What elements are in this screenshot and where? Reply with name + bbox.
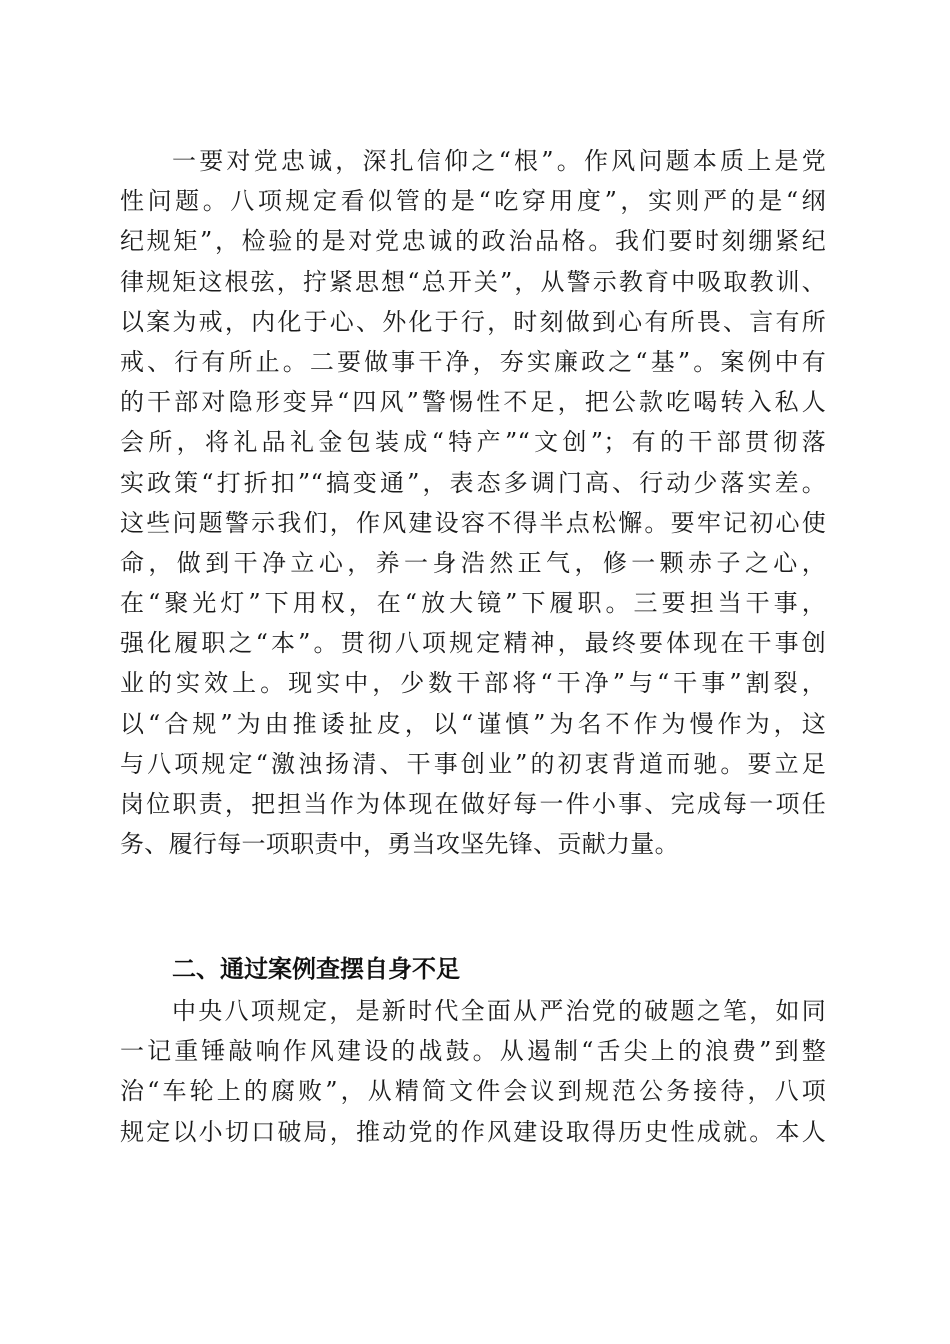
paragraph-line: 以案为戒，内化于心、外化于行，时刻做到心有所畏、言有所 <box>120 307 826 336</box>
paragraph-line: 在“聚光灯”下用权，在“放大镜”下履职。三要担当干事， <box>120 589 826 618</box>
paragraph-line: 岗位职责，把担当作为体现在做好每一件小事、完成每一项任 <box>120 790 826 818</box>
paragraph-1 <box>120 141 826 864</box>
paragraph-line: 一要对党忠诚，深扎信仰之“根”。作风问题本质上是党 <box>172 147 826 175</box>
paragraph-line: 会所，将礼品礼金包装成“特产”“文创”；有的干部贯彻落 <box>120 428 826 457</box>
paragraph-line: 戒、行有所止。二要做事干净，夯实廉政之“基”。案例中有 <box>120 347 826 376</box>
paragraph-line: 务、履行每一项职责中，勇当攻坚先锋、贡献力量。 <box>120 830 679 859</box>
paragraph-line: 以“合规”为由推诿扯皮，以“谨慎”为名不作为慢作为，这 <box>120 709 826 738</box>
paragraph-line: 这些问题警示我们，作风建设容不得半点松懈。要牢记初心使 <box>120 508 826 537</box>
paragraph-line: 性问题。八项规定看似管的是“吃穿用度”，实则严的是“纲 <box>120 187 826 216</box>
paragraph-line: 治“车轮上的腐败”，从精简文件会议到规范公务接待，八项 <box>120 1077 826 1106</box>
paragraph-line: 与八项规定“激浊扬清、干事创业”的初衷背道而驰。要立足 <box>120 749 826 778</box>
paragraph-2 <box>120 991 826 1152</box>
paragraph-line: 中央八项规定，是新时代全面从严治党的破题之笔，如同 <box>172 997 826 1025</box>
paragraph-line: 业的实效上。现实中，少数干部将“干净”与“干事”割裂， <box>120 669 826 698</box>
paragraph-line: 实政策“打折扣”“搞变通”，表态多调门高、行动少落实差。 <box>120 468 826 497</box>
paragraph-line: 律规矩这根弦，拧紧思想“总开关”，从警示教育中吸取教训、 <box>120 267 826 296</box>
paragraph-line: 一记重锤敲响作风建设的战鼓。从遏制“舌尖上的浪费”到整 <box>120 1037 826 1066</box>
paragraph-line: 的干部对隐形变异“四风”警惕性不足，把公款吃喝转入私人 <box>120 388 826 417</box>
paragraph-line: 规定以小切口破局，推动党的作风建设取得历史性成就。本人 <box>120 1117 826 1146</box>
paragraph-line: 命，做到干净立心，养一身浩然正气，修一颗赤子之心， <box>120 548 826 577</box>
paragraph-line: 纪规矩”，检验的是对党忠诚的政治品格。我们要时刻绷紧纪 <box>120 227 826 256</box>
section-heading: 二、通过案例查摆自身不足 <box>172 955 460 983</box>
paragraph-line: 强化履职之“本”。贯彻八项规定精神，最终要体现在干事创 <box>120 629 826 658</box>
